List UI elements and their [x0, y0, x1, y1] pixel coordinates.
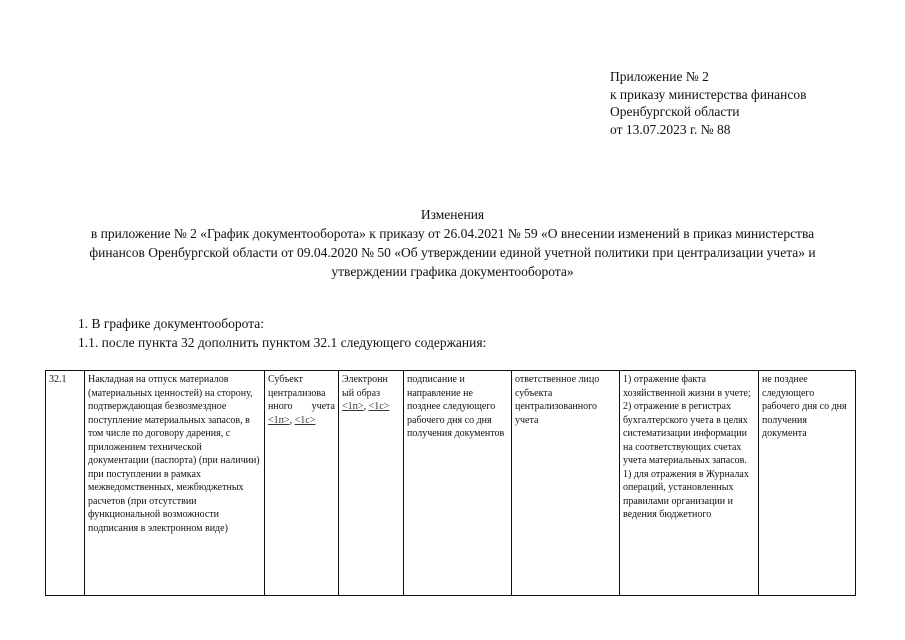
cell-document: Накладная на отпуск материалов (материальных ценностей) на сторону, подтверждающая безвозмездное поступление материальных запасов, в том числе по договору дарения, с приложением технической документации (паспорта) (при наличии) при поступлении в рамках межведомственных, межбюджетных расчетов (при отсутствии функциональной возможности подписания в электронном виде) [85, 371, 265, 596]
paragraph: 1.1. после пункта 32 дополнить пунктом 32.1 следующего содержания: [78, 335, 487, 350]
form-line [342, 387, 400, 414]
subject-line: Субъект [268, 374, 303, 385]
footnote-link[interactable]: <1с> [294, 414, 316, 426]
footnote-link[interactable]: <1п> [268, 414, 290, 426]
subject-line: централизова [268, 387, 326, 399]
cell-action: подписание и направление не позднее следующего рабочего дня со дня получения документов [404, 371, 512, 596]
cell-number: 32.1 [46, 371, 85, 596]
paragraph: 1. В графике документооборота: [78, 316, 265, 331]
cell-deadline: не позднее следующего рабочего дня со дня получения документа [759, 371, 856, 596]
appendix-line: Оренбургской области [610, 104, 740, 119]
appendix-line: Приложение № 2 [610, 69, 709, 84]
form-line: Электронн [342, 374, 388, 385]
appendix-line: к приказу министерства финансов [610, 86, 807, 102]
title-line: финансов Оренбургской области от 09.04.2020 № 50 «Об утверждении единой учетной политики при централизации учета» и [89, 245, 816, 260]
footnote-link[interactable]: <1п> [342, 401, 364, 412]
subject-word: учета [311, 401, 335, 412]
link-separator: , [289, 414, 295, 426]
link-separator: , [363, 401, 369, 412]
form-text: ый образ [342, 387, 381, 399]
cell-purpose: 1) отражение факта хозяйственной жизни в учете; 2) отражение в регистрах бухгалтерского учета в целях систематизации информации на соответствующих счетах учета материальных запасов. 1) для отражения в Журналах операций, установленных правилами организации и ведения бюджетного [620, 371, 759, 596]
document-flow-table [45, 370, 856, 596]
title-line: утверждении графика документооборота» [331, 264, 574, 279]
title-heading: Изменения [420, 207, 485, 222]
title-line: в приложение № 2 «График документооборота» к приказу от 26.04.2021 № 59 «О внесении изменений в приказ министерства [90, 226, 815, 241]
appendix-header [610, 68, 807, 138]
footnote-link[interactable]: <1с> [368, 401, 390, 412]
body-paragraphs [78, 314, 486, 352]
subject-line [268, 400, 335, 414]
subject-word: нного [268, 401, 293, 412]
appendix-line: от 13.07.2023 г. № 88 [610, 121, 731, 137]
document-title [40, 205, 865, 281]
cell-form [339, 371, 404, 596]
cell-subject [265, 371, 339, 596]
cell-responsible: ответственное лицо субъекта централизованного учета [512, 371, 620, 596]
table-row [46, 371, 856, 596]
subject-links [268, 414, 335, 428]
